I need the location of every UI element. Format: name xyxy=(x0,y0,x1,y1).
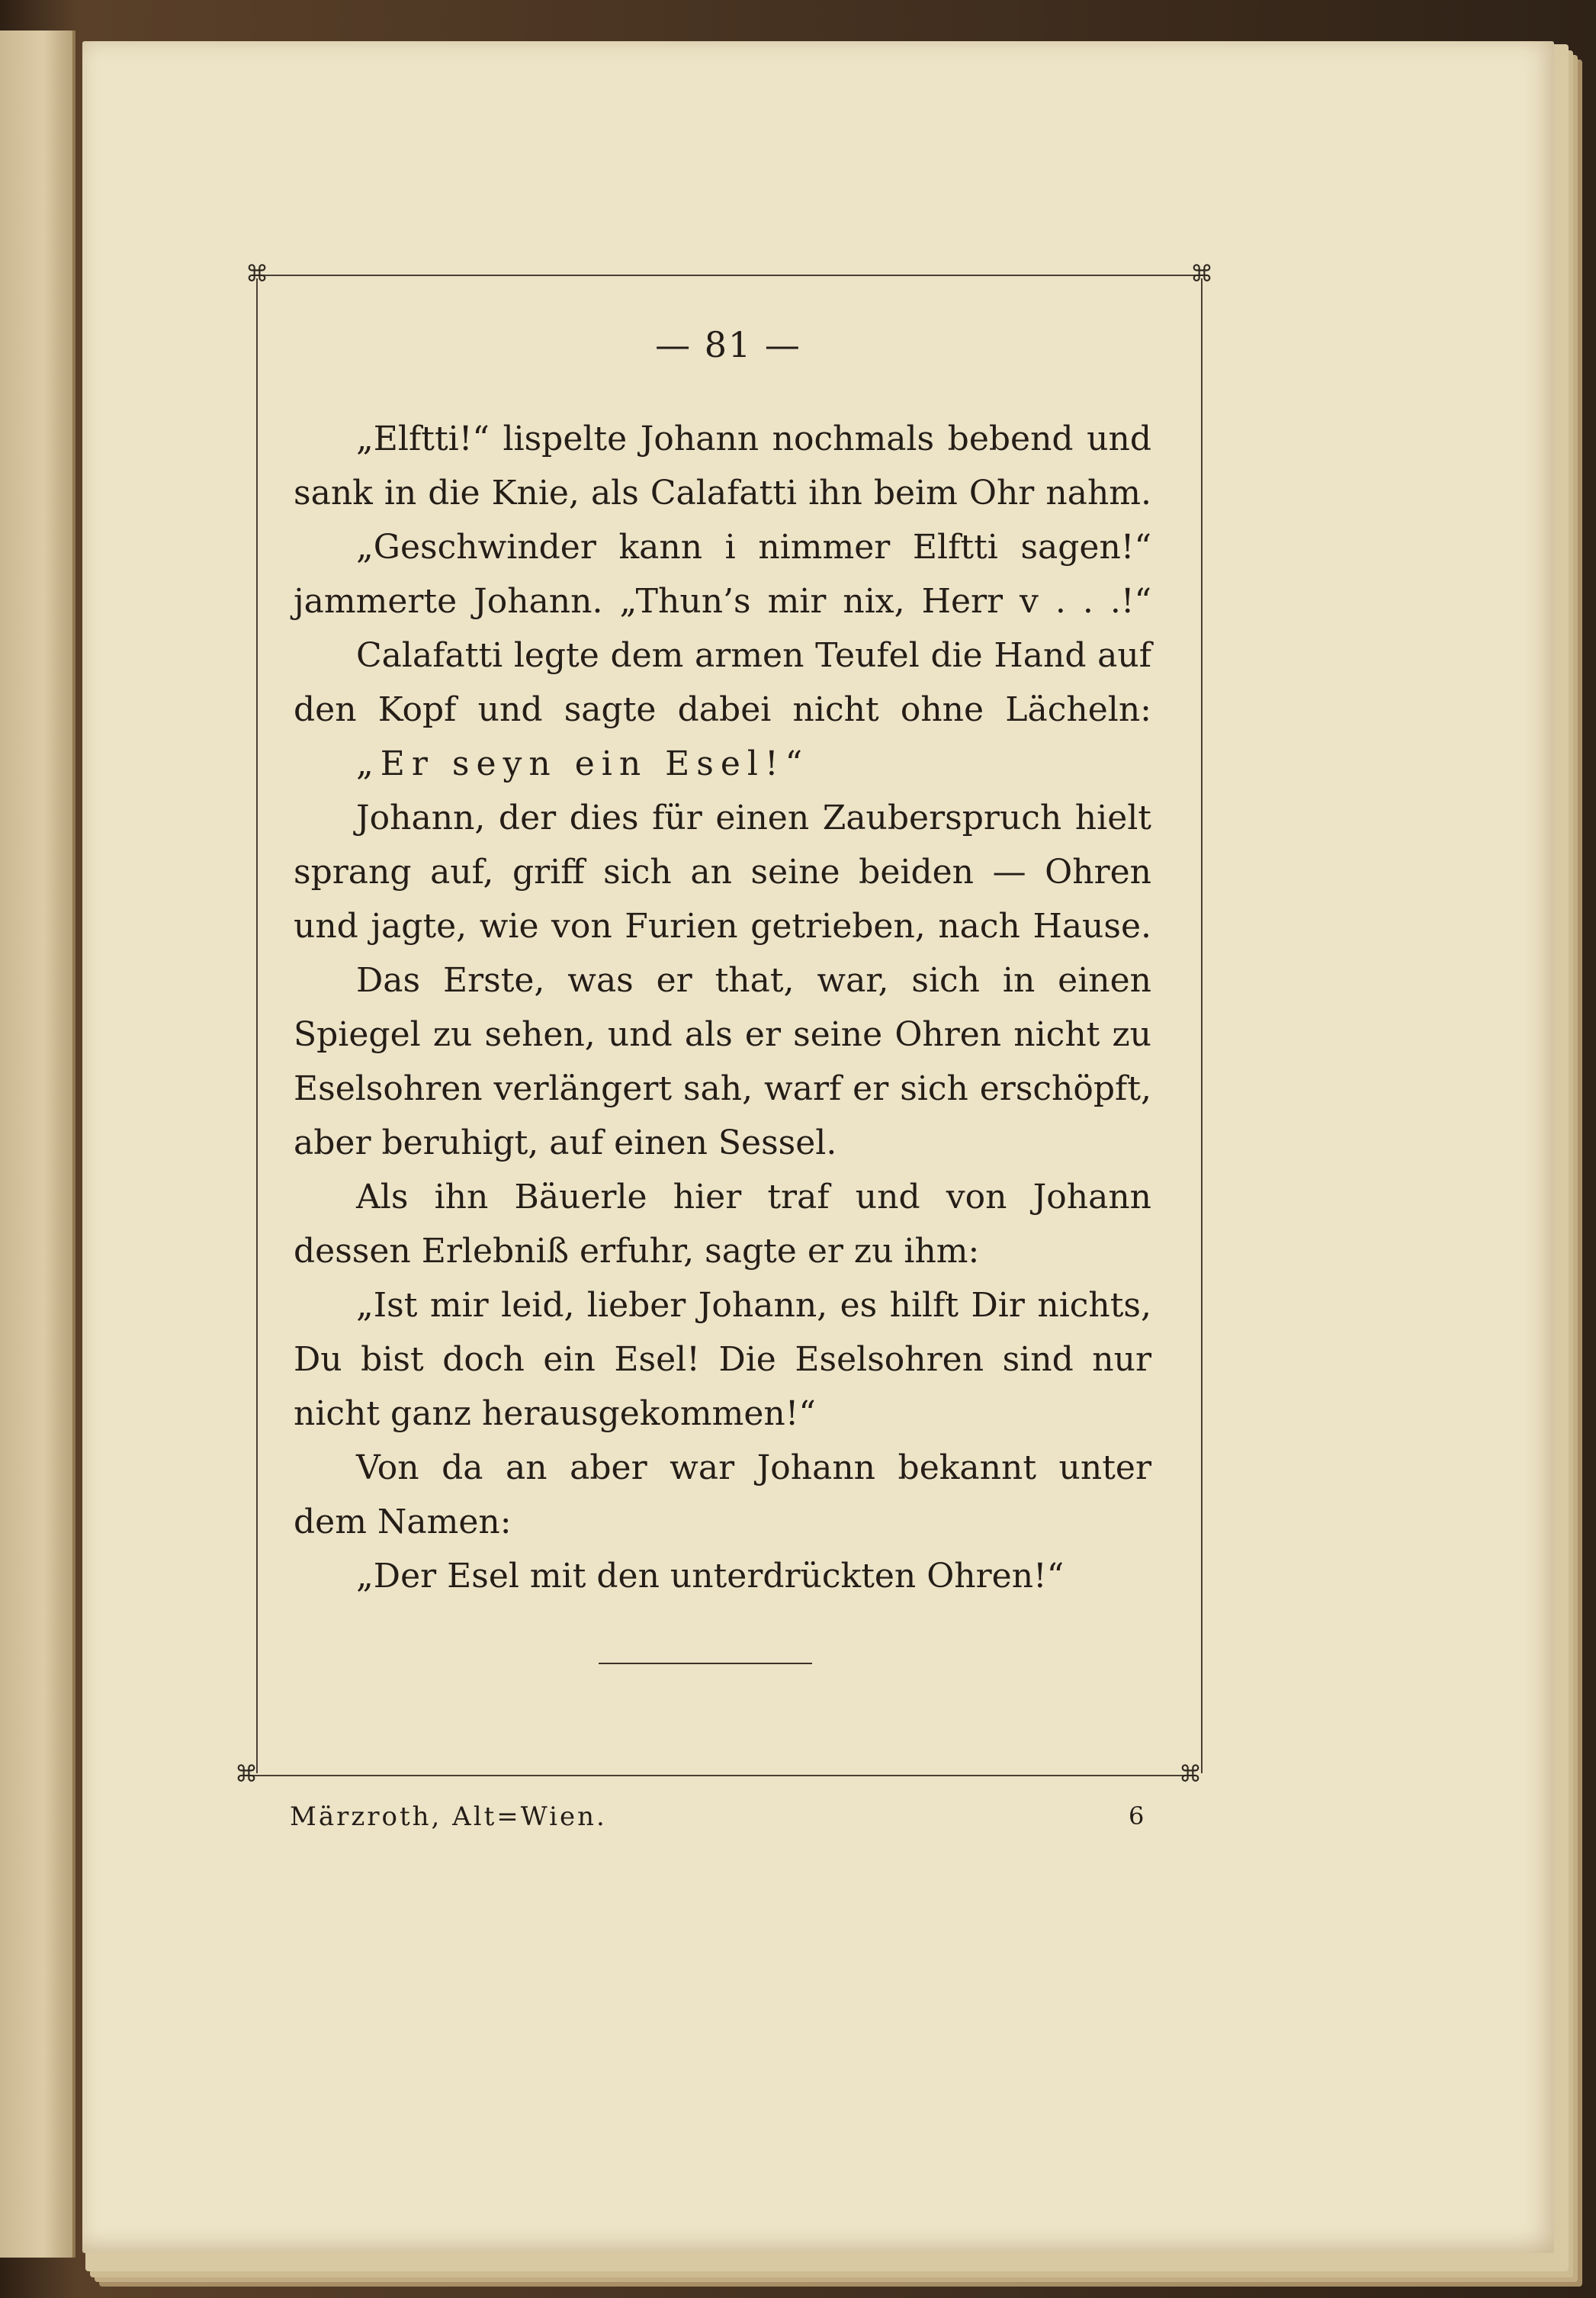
text-line: „Der Esel mit den unterdrückten Ohren!“ xyxy=(356,1557,1065,1596)
frame-rule-left xyxy=(256,278,258,1773)
text-line: Calafatti legte dem armen Teufel die Hand auf xyxy=(356,636,1151,675)
text-line: „Geschwinder kann i nimmer Elftti sagen!“ xyxy=(356,528,1151,567)
ornament-icon: ⌘ xyxy=(246,261,268,288)
text-line: Johann, der dies für einen Zauberspruch hielt xyxy=(356,799,1151,837)
text-line: nicht ganz herausgekommen!“ xyxy=(294,1394,816,1433)
text-line: sprang auf, griff sich an seine beiden — Ohren xyxy=(294,853,1151,892)
text-line: Von da an aber war Johann bekannt unter xyxy=(356,1448,1151,1487)
text-line: dessen Erlebniß erfuhr, sagte er zu ihm: xyxy=(294,1232,980,1271)
frame-rule-top xyxy=(259,275,1201,276)
text-line: Das Erste, was er that, war, sich in einen xyxy=(356,961,1151,1000)
frame-rule-right xyxy=(1201,278,1203,1773)
sheet-number: 6 xyxy=(1129,1801,1145,1830)
text-line: und jagte, wie von Furien getrieben, nach Hause. xyxy=(294,907,1151,946)
text-line: jammerte Johann. „Thun’s mir nix, Herr v . . .!“ xyxy=(294,582,1151,621)
text-line: dem Namen: xyxy=(294,1503,512,1541)
text-line: „Er seyn ein Esel!“ xyxy=(356,744,810,783)
end-rule xyxy=(599,1663,812,1664)
ornament-icon: ⌘ xyxy=(1179,1761,1202,1788)
text-line: „Ist mir leid, lieber Johann, es hilft Dir nichts, xyxy=(356,1286,1151,1325)
text-line: Eselsohren verlängert sah, warf er sich erschöpft, xyxy=(294,1069,1151,1108)
text-line: den Kopf und sagte dabei nicht ohne Lächeln: xyxy=(294,690,1151,729)
frame-rule-bottom xyxy=(248,1775,1190,1776)
text-line: Du bist doch ein Esel! Die Eselsohren sind nur xyxy=(294,1340,1151,1379)
text-line: aber beruhigt, auf einen Sessel. xyxy=(294,1123,837,1162)
footer-signature: Märzroth, Alt=Wien. xyxy=(290,1801,607,1832)
text-line: Als ihn Bäuerle hier traf und von Johann xyxy=(356,1178,1151,1216)
ornament-icon: ⌘ xyxy=(235,1761,258,1788)
facing-page-edge xyxy=(0,31,75,2258)
page-number: — 81 — xyxy=(655,324,801,365)
body-text xyxy=(294,412,1151,1603)
text-line: Spiegel zu sehen, und als er seine Ohren nicht zu xyxy=(294,1015,1151,1054)
text-line: sank in die Knie, als Calafatti ihn beim Ohr nahm. xyxy=(294,474,1151,513)
ornament-icon: ⌘ xyxy=(1190,261,1213,288)
text-line: „Elftti!“ lispelte Johann nochmals bebend und xyxy=(356,419,1151,458)
